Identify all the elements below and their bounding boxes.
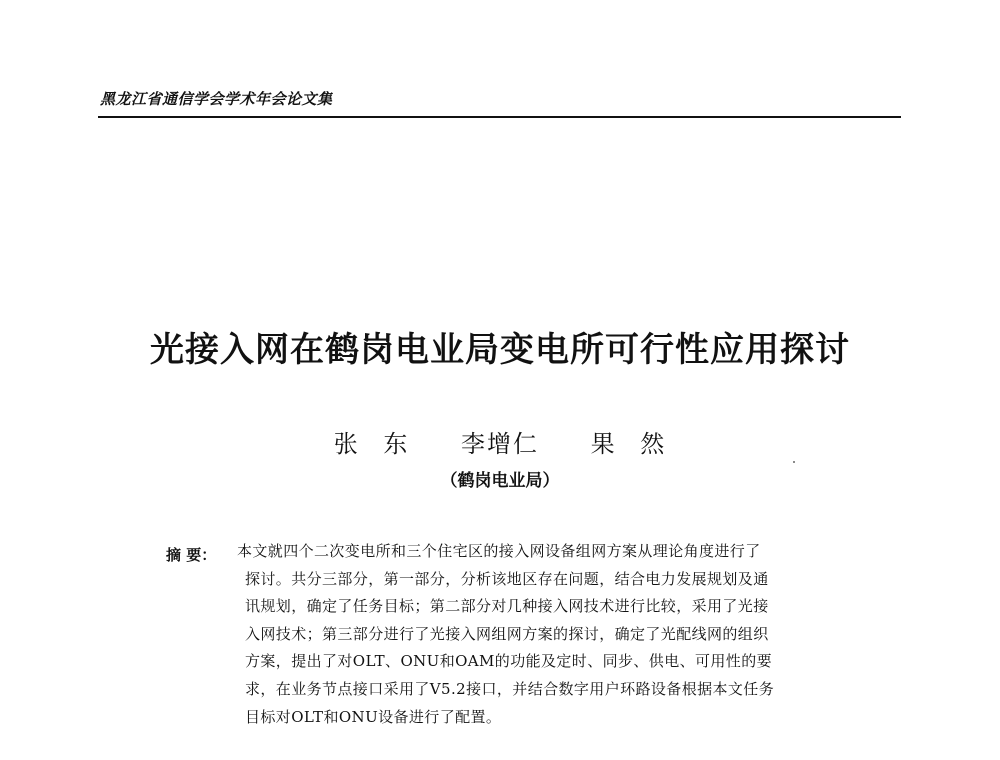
abstract-line: 求，在业务节点接口采用了V5.2接口，并结合数字用户环路设备根据本文任务: [245, 679, 775, 698]
paper-title: 光接入网在鹤岗电业局变电所可行性应用探讨: [150, 330, 850, 370]
abstract-line: 讯规划，确定了任务目标；第二部分对几种接入网技术进行比较，采用了光接: [245, 597, 769, 616]
abstract-line: 入网技术；第三部分进行了光接入网组网方案的探讨，确定了光配线网的组织: [245, 624, 769, 643]
author-2: 李增仁: [461, 430, 539, 458]
abstract-body: [237, 538, 837, 731]
header-rule: [98, 116, 901, 118]
abstract-line: 本文就四个二次变电所和三个住宅区的接入网设备组网方案从理论角度进行了: [237, 542, 761, 560]
scan-speck: [793, 461, 795, 463]
running-header: 黑龙江省通信学会学术年会论文集: [100, 90, 333, 108]
author-list: [0, 424, 1000, 459]
affiliation: （鹤岗电业局）: [440, 471, 560, 491]
abstract-label: 摘 要：: [166, 546, 217, 564]
abstract-line: 探讨。共分三部分，第一部分，分析该地区存在问题，结合电力发展规划及通: [245, 569, 769, 588]
author-1: 张 东: [333, 430, 410, 458]
author-3: 果 然: [590, 430, 667, 458]
abstract-line: 方案，提出了对OLT、ONU和OAM的功能及定时、同步、供电、可用性的要: [245, 652, 772, 671]
abstract-line: 目标对OLT和ONU设备进行了配置。: [245, 707, 502, 726]
